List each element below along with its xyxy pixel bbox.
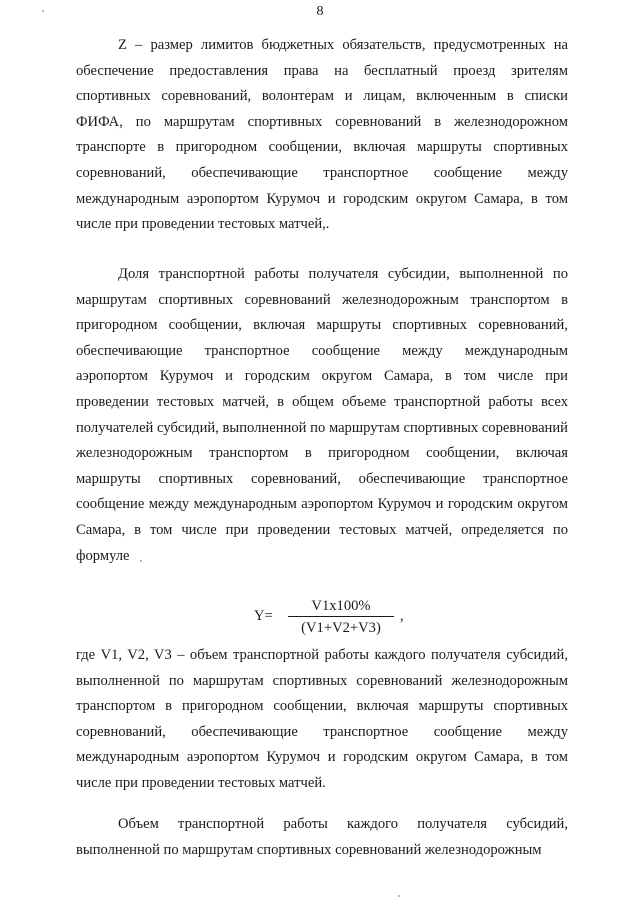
scan-speck <box>42 10 44 12</box>
paragraph-share-definition: Доля транспортной работы получателя субсидии, выполненной по маршрутам спортивных соревнований железнодорожным транспортом в пригородном сообщении, включая маршруты спортивных соревнований, обеспечивающие транспортное сообщение между международным аэропортом Курумоч и городским округом Самара, в том числе при проведении тестовых матчей, в общем объеме транспортной работы всех получателей субсидий, выполненной по маршрутам спортивных соревнований железнодорожным транспортом в пригородном сообщении, включая маршруты спортивных соревнований, обеспечивающие транспортное сообщение между международным аэропортом Курумоч и городским округом Самара, в том числе при проведении тестовых матчей, определяется по формуле <box>76 266 568 564</box>
formula-lhs: Y= <box>254 608 273 624</box>
paragraph-volume-definition: Объем транспортной работы каждого получателя субсидий, выполненной по маршрутам спортивных соревнований железнодорожным <box>76 816 568 858</box>
formula-fraction <box>288 596 394 637</box>
formula-trailing-comma: , <box>400 608 404 624</box>
scan-speck <box>398 895 400 897</box>
paragraph-variables-definition: где V1, V2, V3 – объем транспортной работы каждого получателя субсидий, выполненной по маршрутам спортивных соревнований железнодорожным транспортом в пригородном сообщении, включая маршруты спортивных соревнований, обеспечивающие транспортное сообщение между международным аэропортом Курумоч и городским округом Самара, в том числе при проведении тестовых матчей. <box>76 647 568 791</box>
paragraph-z-definition: Z – размер лимитов бюджетных обязательств, предусмотренных на обеспечение предоставления права на бесплатный проезд зрителям спортивных соревнований, волонтерам и лицам, включенным в списки ФИФА, по маршрутам спортивных соревнований в железнодорожном транспорте в пригородном сообщении, включая маршруты спортивных соревнований, обеспечивающие транспортное сообщение между международным аэропортом Курумоч и городским округом Самара, в том числе при проведении тестовых матчей,. <box>76 37 568 233</box>
formula-denominator: (V1+V2+V3) <box>301 620 381 636</box>
scan-speck <box>140 560 142 562</box>
page-number: 8 <box>316 4 324 19</box>
formula-numerator: V1x100% <box>288 596 394 617</box>
